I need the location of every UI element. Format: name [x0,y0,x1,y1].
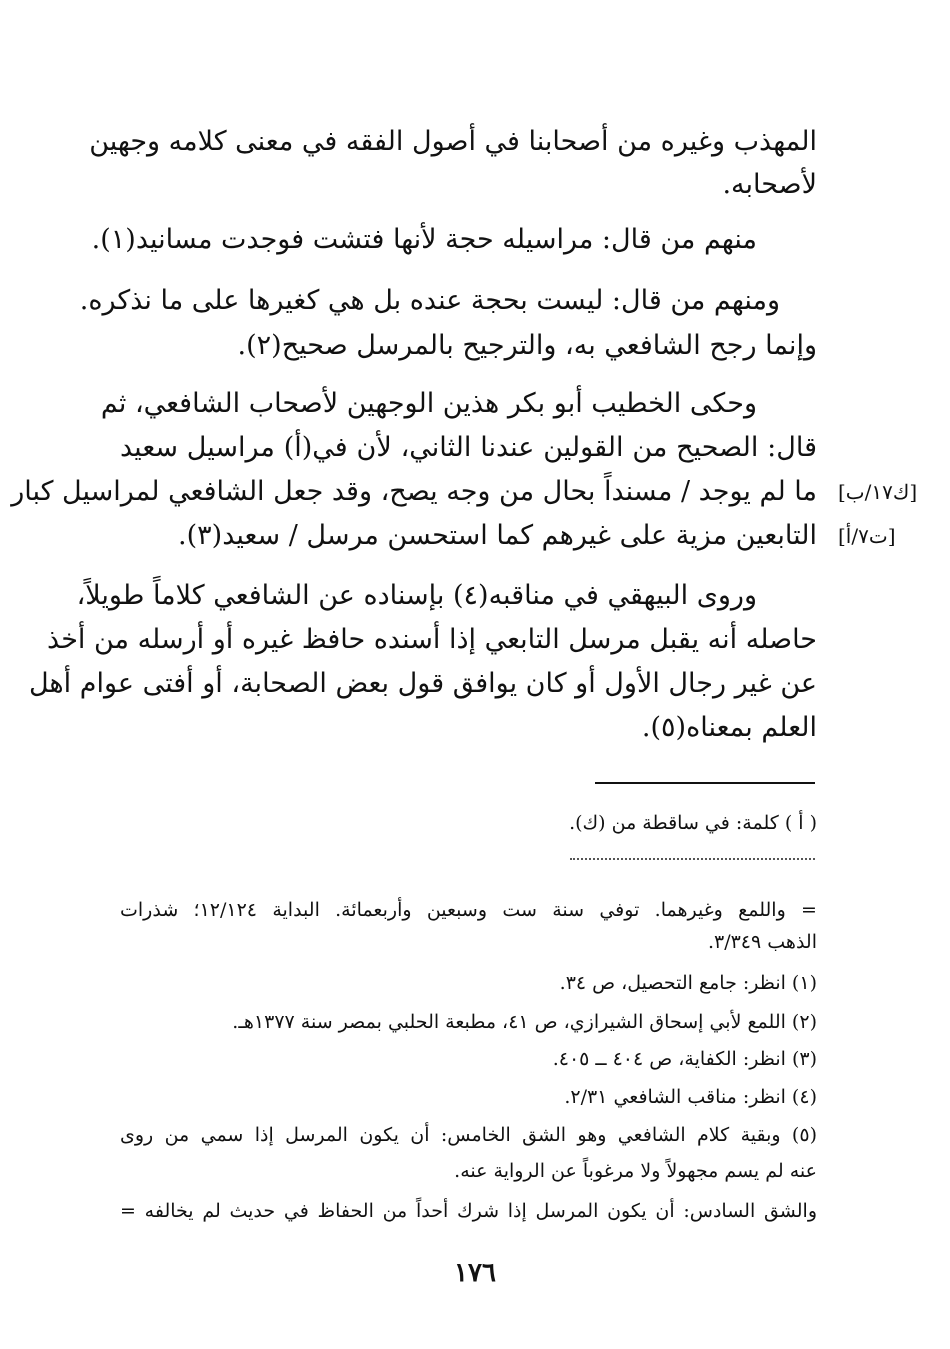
body-text-line: منهم من قال: مراسيله حجة لأنها فتشت فوجدت مسانيد(١). [91,224,757,255]
body-text-line: ومنهم من قال: ليست بحجة عنده بل هي كغيرها على ما نذكره. [79,285,780,316]
body-text-line: العلم بمعناه(٥). [641,712,817,743]
page-number: ١٧٦ [454,1258,496,1288]
body-text-line: وروى البيهقي في مناقبه(٤) بإسناده عن الشافعي كلاماً طويلاً، [76,580,757,611]
margin-reference: [ك١٧/ب] [838,480,918,504]
footnote-3: (٣) انظر: الكفاية، ص ٤٠٤ ــ ٤٠٥. [552,1048,817,1070]
footnote-2: (٢) اللمع لأبي إسحاق الشيرازي، ص ٤١، مطبعة الحلبي بمصر سنة ١٣٧٧هـ. [232,1011,817,1033]
body-text-line: قال: الصحيح من القولين عندنا الثاني، لأن في(أ) مراسيل سعيد [120,432,817,463]
footnote-5: (٥) وبقية كلام الشافعي وهو الشق الخامس: أن يكون المرسل إذا سمي من روى [120,1124,817,1146]
footnote-4: (٤) انظر: مناقب الشافعي ٢/٣١. [564,1086,817,1108]
body-text-line: وإنما رجح الشافعي به، والترجيح بالمرسل صحيح(٢). [237,330,817,361]
margin-reference: [ت٧/أ] [838,524,896,548]
body-text-line: لأصحابه. [722,169,817,200]
body-text-line: ما لم يوجد / مسنداً بحال من وجه يصح، وقد جعل الشافعي لمراسيل كبار [11,476,817,507]
footnote-5: عنه لم يسم مجهولاً ولا مرغوباً عن الرواية عنه. [454,1160,817,1182]
footnote-1: (١) انظر: جامع التحصيل، ص ٣٤. [559,972,817,994]
body-text-line: المهذب وغيره من أصحابنا في أصول الفقه في معنى كلامه وجهين [89,126,817,157]
body-text-line: عن غير رجال الأول أو كان يوافق قول بعض الصحابة، أو أفتى عوام أهل [28,668,817,699]
variant-footnote: ( أ ) كلمة: في ساقطة من (ك). [569,812,817,834]
footnote-5: والشق السادس: أن يكون المرسل إذا شرك أحداً من الحفاظ في حديث لم يخالفه = [120,1200,817,1222]
footnote-continued: = واللمع وغيرهما. توفي سنة ست وسبعين وأربعمائة. البداية ١٢/١٢٤؛ شذرات [120,899,817,921]
body-text-line: وحكى الخطيب أبو بكر هذين الوجهين لأصحاب الشافعي، ثم [100,388,757,419]
body-text-line: التابعين مزية على غيرهم كما استحسن مرسل / سعيد(٣). [178,520,817,551]
dotted-separator [570,858,815,860]
footnote-separator [595,782,815,784]
footnote-continued: الذهب ٣/٣٤٩. [707,931,817,953]
body-text-line: حاصله أنه يقبل مرسل التابعي إذا أسنده حافظ غيره أو أرسله من أخذ [47,624,817,655]
